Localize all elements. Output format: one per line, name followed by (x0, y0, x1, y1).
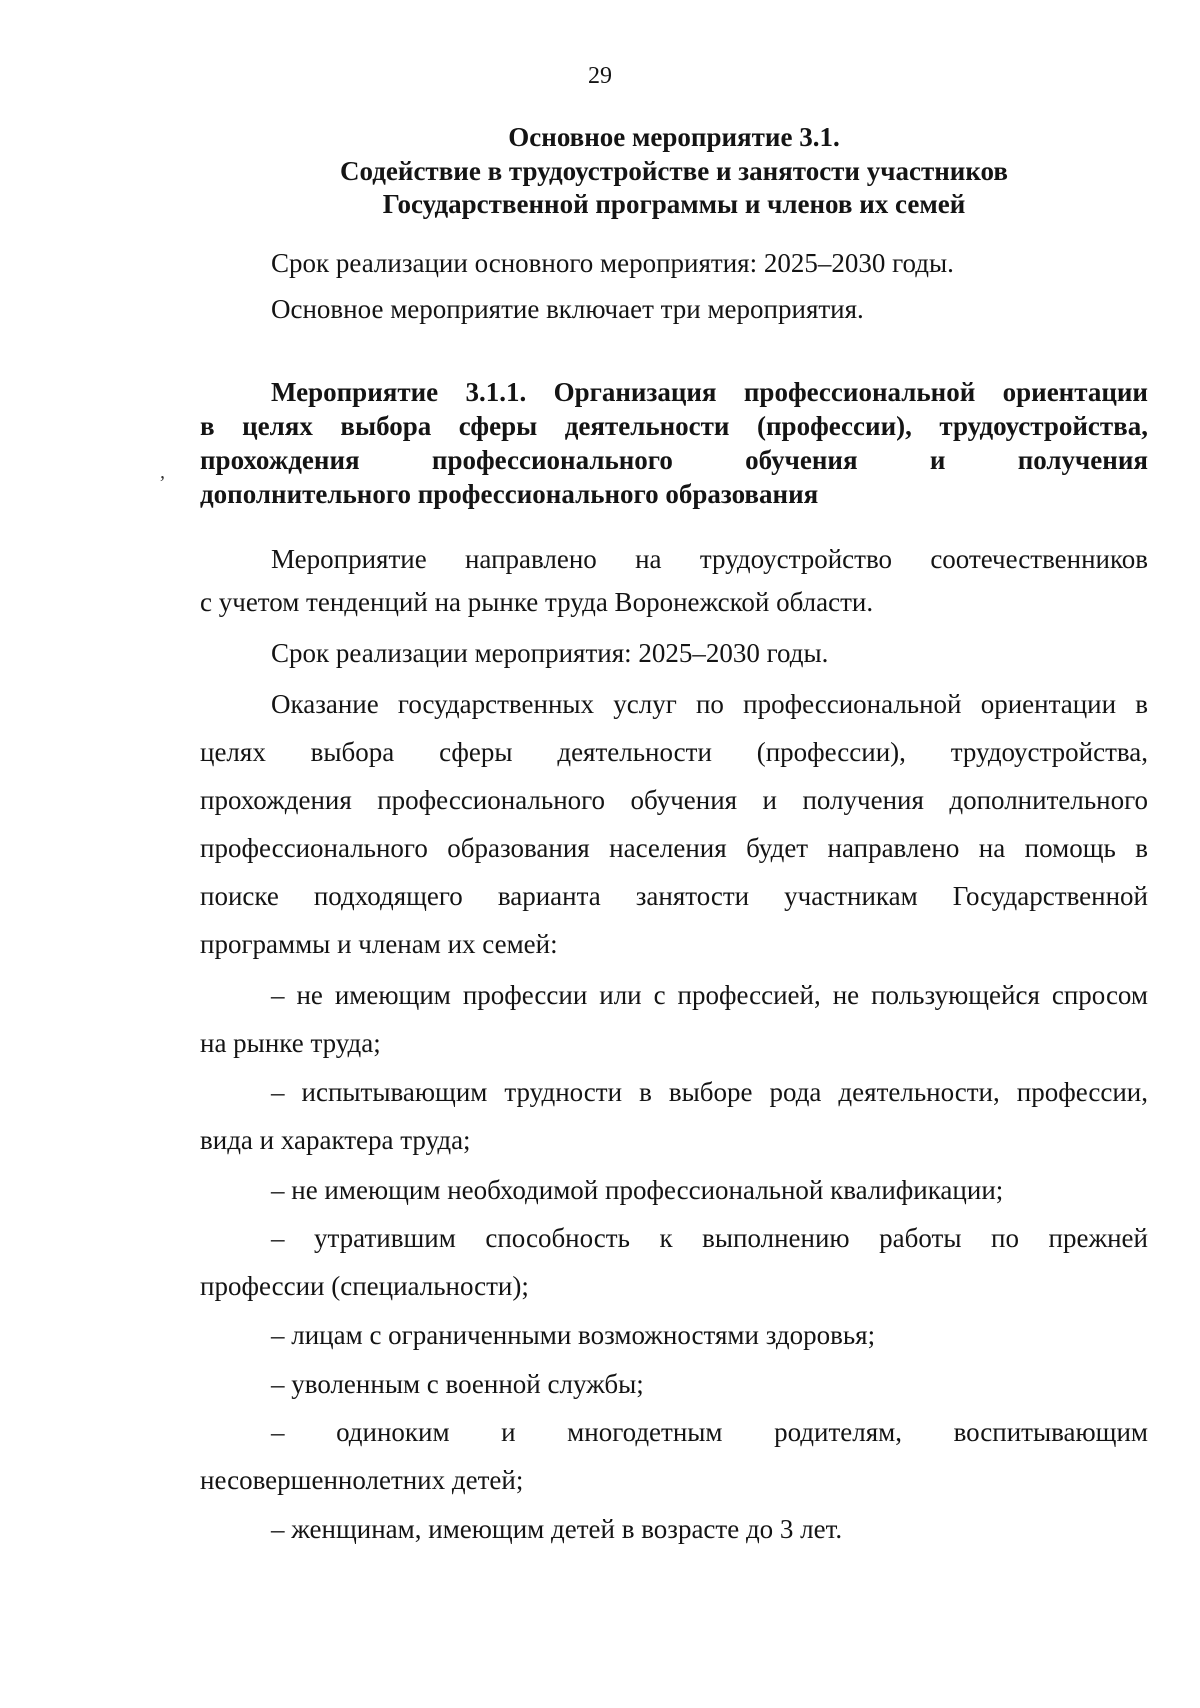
subheading-line-3: прохождения профессионального обучения и получения (200, 445, 1148, 475)
subheading-line-4: дополнительного профессионального образования (200, 479, 819, 509)
margin-mark: , (160, 461, 165, 483)
purpose-line-1: Мероприятие направлено на трудоустройство соотечественников (271, 544, 1148, 574)
services-line-3: прохождения профессионального обучения и получения дополнительного (200, 785, 1148, 815)
subheading-line-2: в целях выбора сферы деятельности (профессии), трудоустройства, (200, 411, 1148, 441)
list-item-7-line-2: несовершеннолетних детей; (200, 1465, 524, 1495)
list-item-7-line-1: – одиноким и многодетным родителям, воспитывающим (271, 1417, 1148, 1447)
services-line-4: профессионального образования населения будет направлено на помощь в (200, 833, 1148, 863)
main-activity-includes: Основное мероприятие включает три мероприятия. (271, 294, 864, 324)
list-item-5: – лицам с ограниченными возможностями здоровья; (271, 1320, 876, 1350)
list-item-4-line-1: – утратившим способность к выполнению работы по прежней (271, 1223, 1148, 1253)
main-activity-term: Срок реализации основного мероприятия: 2025–2030 годы. (271, 248, 954, 278)
list-item-4-line-2: профессии (специальности); (200, 1271, 529, 1301)
list-item-2-line-2: вида и характера труда; (200, 1125, 471, 1155)
section-heading-line-2: Содействие в трудоустройстве и занятости участников (340, 155, 1008, 186)
section-heading-line-1: Основное мероприятие 3.1. (508, 122, 840, 152)
list-item-8: – женщинам, имеющим детей в возрасте до 3 лет. (271, 1514, 843, 1544)
page-number: 29 (588, 63, 612, 89)
services-line-5: поиске подходящего варианта занятости участникам Государственной (200, 881, 1148, 911)
list-item-1-line-2: на рынке труда; (200, 1028, 381, 1058)
list-item-1-line-1: – не имеющим профессии или с профессией, не пользующейся спросом (271, 980, 1148, 1010)
list-item-2-line-1: – испытывающим трудности в выборе рода деятельности, профессии, (271, 1077, 1148, 1107)
list-item-3: – не имеющим необходимой профессиональной квалификации; (271, 1175, 1004, 1205)
list-item-6: – уволенным с военной службы; (271, 1369, 644, 1399)
purpose-line-2: с учетом тенденций на рынке труда Воронежской области. (200, 587, 874, 617)
section-heading-line-3: Государственной программы и членов их семей (382, 189, 966, 219)
services-line-1: Оказание государственных услуг по профессиональной ориентации в (271, 689, 1148, 719)
subheading-line-1: Мероприятие 3.1.1. Организация профессиональной ориентации (271, 377, 1148, 407)
services-line-6: программы и членам их семей: (200, 929, 558, 959)
services-line-2: целях выбора сферы деятельности (профессии), трудоустройства, (200, 737, 1148, 767)
section-heading (200, 121, 1148, 222)
activity-term: Срок реализации мероприятия: 2025–2030 годы. (271, 638, 829, 668)
